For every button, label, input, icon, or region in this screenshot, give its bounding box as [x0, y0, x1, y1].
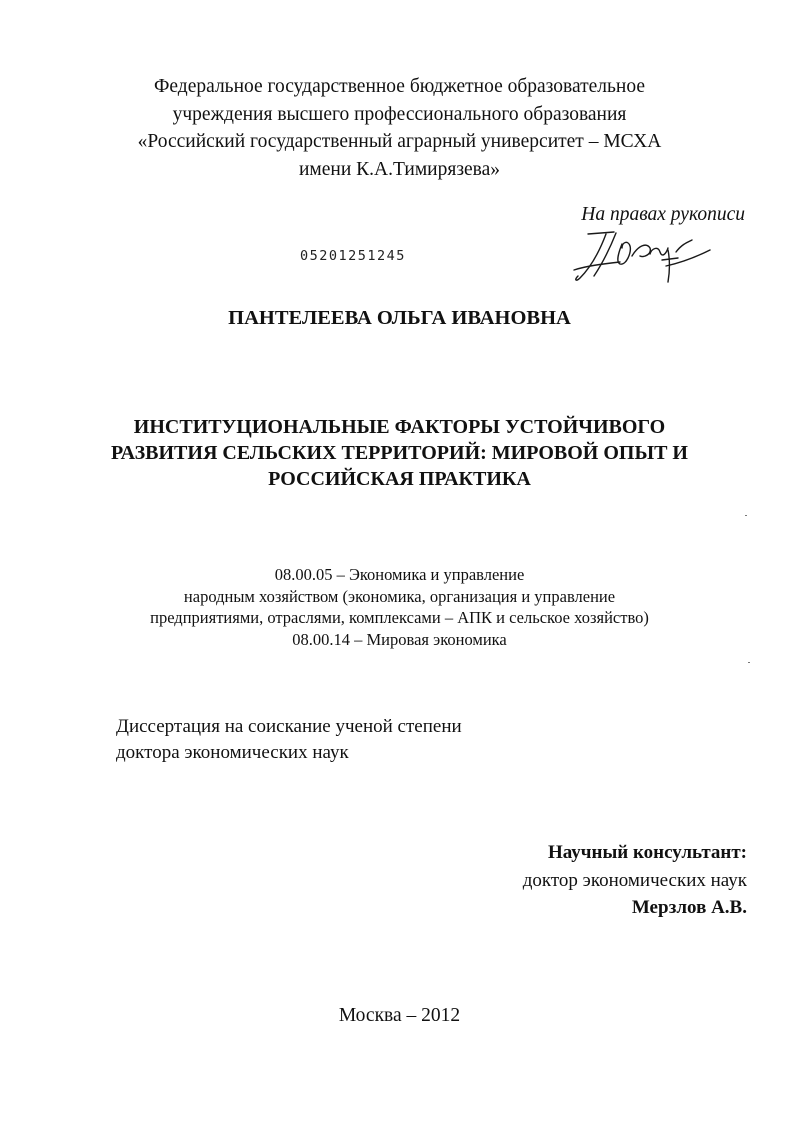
dissertation-line: Диссертация на соискание ученой степени [116, 716, 462, 737]
registration-number: 05201251245 [300, 248, 406, 264]
scientific-advisor [523, 839, 747, 922]
advisor-name: Мерзлов А.В. [631, 897, 747, 918]
specialty-line: 08.00.14 – Мировая экономика [292, 629, 507, 649]
specialties-block [0, 564, 799, 650]
city-year: Москва – 2012 [338, 1005, 461, 1026]
title-line: ИНСТИТУЦИОНАЛЬНЫЕ ФАКТОРЫ УСТОЙЧИВОГО [133, 416, 666, 438]
manuscript-note: На правах рукописи [581, 204, 745, 225]
dissertation-title [0, 414, 799, 492]
advisor-heading: Научный консультант: [547, 842, 747, 863]
title-line: РАЗВИТИЯ СЕЛЬСКИХ ТЕРРИТОРИЙ: МИРОВОЙ ОПЫТ И [111, 442, 688, 464]
dissertation-line: доктора экономических наук [116, 742, 349, 763]
institution-block [0, 73, 799, 183]
institution-line: «Российский государственный аграрный университет – МСХА [137, 131, 662, 152]
title-line: РОССИЙСКАЯ ПРАКТИКА [268, 468, 531, 490]
institution-line: имени К.А.Тимирязева» [298, 158, 501, 180]
advisor-degree: доктор экономических наук [522, 869, 747, 891]
author-name: ПАНТЕЛЕЕВА ОЛЬГА ИВАНОВНА [228, 307, 571, 329]
scan-speck [748, 662, 750, 663]
signature-image [566, 226, 716, 288]
specialty-line: предприятиями, отраслями, комплексами – АПК и сельское хозяйство) [150, 608, 649, 627]
specialty-line: народным хозяйством (экономика, организация и управление [183, 586, 616, 606]
scan-speck [745, 515, 747, 516]
institution-line: Федеральное государственное бюджетное образовательное [153, 76, 645, 97]
institution-line: учреждения высшего профессионального образования [172, 103, 627, 125]
dissertation-statement [116, 714, 462, 766]
specialty-line: 08.00.05 – Экономика и управление [274, 565, 525, 584]
